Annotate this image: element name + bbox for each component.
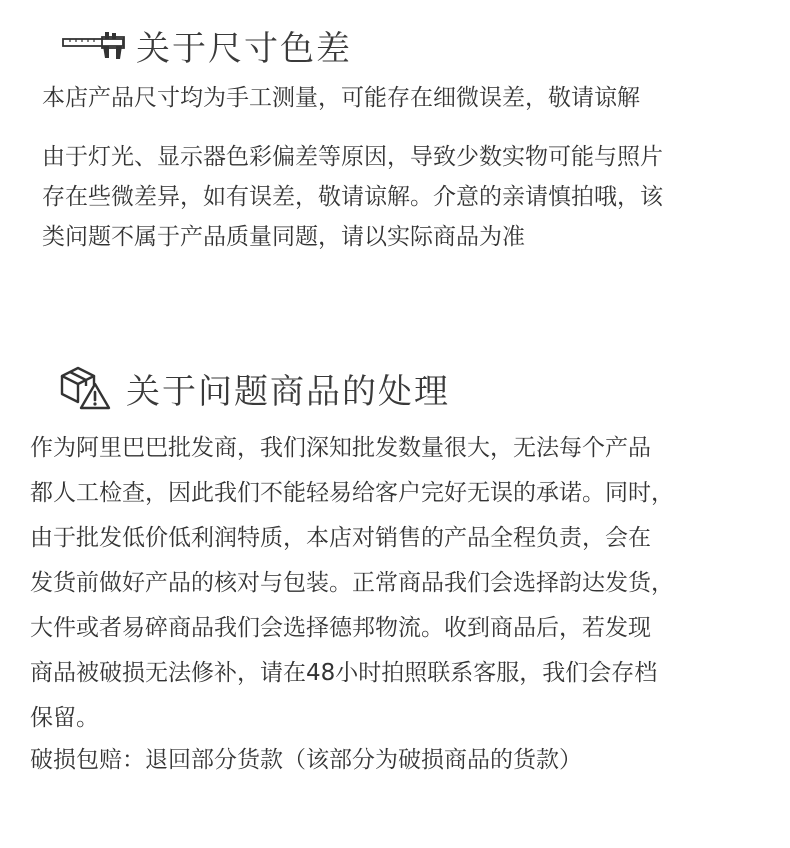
policy-line-6: 商品被破损无法修补，请在48小时拍照联系客服，我们会存档 [30, 660, 658, 686]
measurement-note-line: 本店产品尺寸均为手工测量，可能存在细微误差，敬请谅解 [42, 85, 640, 111]
damaged-box-icon [58, 365, 112, 411]
compensation-line: 破损包赔：退回部分货款（该部分为破损商品的货款） [30, 747, 582, 773]
problem-section-header [58, 364, 450, 412]
policy-line-3: 由于批发低价低利润特质，本店对销售的产品全程负责，会在 [30, 525, 651, 551]
measurement-note [42, 78, 640, 118]
policy-line-4: 发货前做好产品的核对与包装。正常商品我们会选择韵达发货， [30, 570, 674, 596]
color-difference-note [42, 137, 663, 257]
policy-line-7: 保留。 [30, 705, 99, 731]
problem-section-title: 关于问题商品的处理 [126, 371, 450, 412]
handling-policy-text [30, 426, 674, 741]
size-color-section [0, 0, 790, 300]
size-section-header [62, 22, 352, 68]
caliper-icon [62, 30, 126, 60]
policy-line-1: 作为阿里巴巴批发商，我们深知批发数量很大，无法每个产品 [30, 435, 651, 461]
policy-line-5: 大件或者易碎商品我们会选择德邦物流。收到商品后，若发现 [30, 615, 651, 641]
policy-line-2: 都人工检查，因此我们不能轻易给客户完好无误的承诺。同时， [30, 480, 674, 506]
color-note-line-3: 类问题不属于产品质量同题，请以实际商品为准 [42, 224, 525, 250]
compensation-note [30, 738, 582, 783]
color-note-line-2: 存在些微差异，如有误差，敬请谅解。介意的亲请慎拍哦，该 [42, 184, 663, 210]
color-note-line-1: 由于灯光、显示器色彩偏差等原因，导致少数实物可能与照片 [42, 144, 663, 170]
problem-goods-section [0, 350, 790, 848]
size-section-title: 关于尺寸色差 [136, 28, 352, 69]
